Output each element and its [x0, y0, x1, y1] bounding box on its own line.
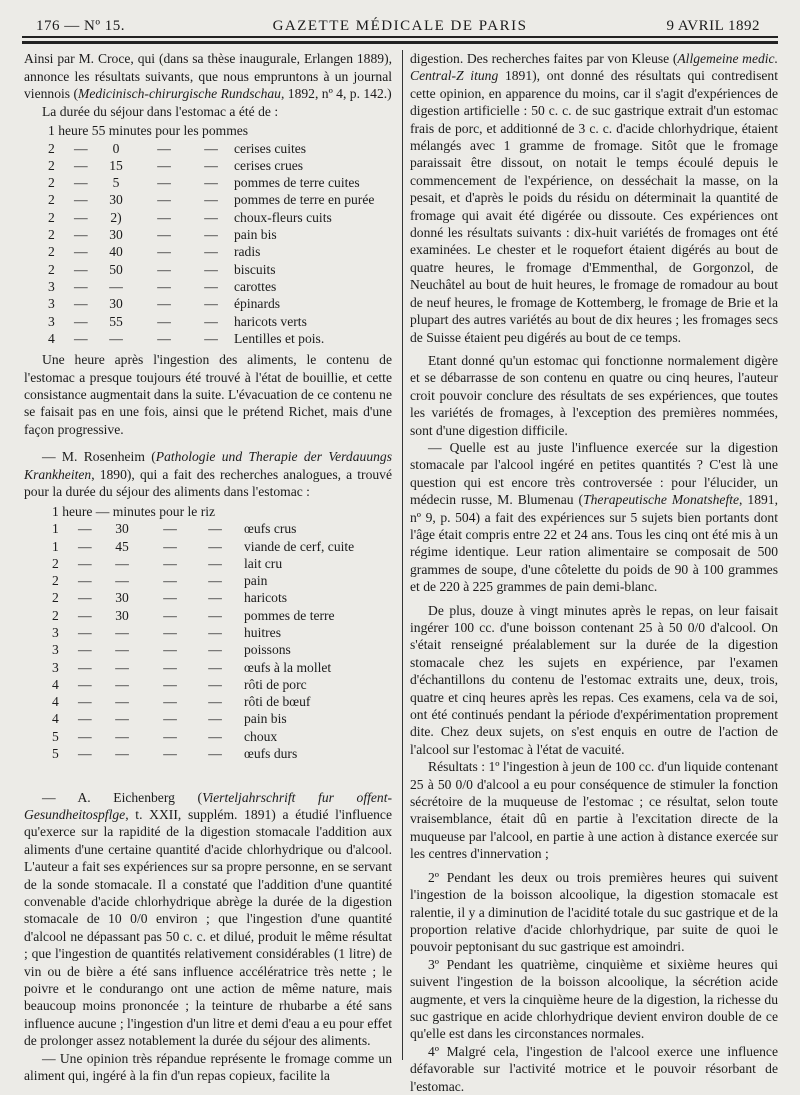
hours-cell: 5 [52, 728, 59, 744]
hours-cell: 2 [48, 175, 55, 191]
dash-cell: — [157, 261, 171, 277]
minutes-cell: 30 [115, 521, 129, 537]
dash-cell: — [74, 140, 88, 156]
minutes-cell: 55 [109, 313, 123, 329]
rosenheim-paragraph: — M. Rosenheim (Pathologie und Therapie der Verdauungs Krankheiten, 1890), qui a fait des recherches analogues, a trouvé pour la durée du séjour des aliments dans l'estomac : [24, 449, 393, 500]
food-cell: cerises cuites [234, 140, 307, 156]
dash-cell: — [163, 590, 177, 606]
dash-cell: — [204, 157, 218, 173]
food-cell: choux [244, 728, 278, 744]
dash-cell: — [74, 296, 88, 312]
minutes-cell: 15 [109, 157, 123, 173]
dash-cell: — [78, 624, 92, 640]
hours-cell: 2 [48, 209, 55, 225]
food-cell: cerises crues [234, 157, 304, 173]
dash-cell: — [208, 728, 222, 744]
dash-cell: — [78, 573, 92, 589]
dash-cell: — [157, 227, 171, 243]
digestion-table-croce [48, 122, 392, 347]
table-row [52, 693, 392, 710]
food-cell: pommes de terre [244, 607, 335, 623]
table-head: 1 heure 55 minutes pour les pommes [48, 123, 249, 139]
dash-cell: — [204, 140, 218, 156]
food-cell: pommes de terre en purée [234, 192, 375, 208]
minutes-cell: — [115, 728, 129, 744]
hours-cell: 5 [52, 746, 59, 762]
dash-cell: — [157, 209, 171, 225]
dash-cell: — [208, 555, 222, 571]
food-cell: pain [244, 573, 268, 589]
dash-cell: — [157, 157, 171, 173]
food-cell: pain bis [234, 227, 277, 243]
dash-cell: — [204, 175, 218, 191]
minutes-cell: 30 [109, 296, 123, 312]
dash-cell: — [157, 244, 171, 260]
dash-cell: — [208, 624, 222, 640]
header-rule [22, 36, 778, 38]
dash-cell: — [163, 607, 177, 623]
estomac-paragraph: Etant donné qu'un estomac qui fonctionne normalement digère et se débarrasse de son contenu en quatre ou cinq heures, l'auteur croit pouvoir conclure des résultats de ses expériences, que toutes les variétés de fromages, à l'exception des premières nommées, sont d'une digestion difficile. [410, 352, 778, 438]
table-row [48, 278, 392, 295]
hours-cell: 3 [52, 624, 59, 640]
heure-paragraph: Une heure après l'ingestion des aliments, le contenu de l'estomac a presque toujours été trouvé à l'état de bouillie, et cette consistance augmentait dans la suite. L'évacuation de ce contenu ne se faisait pas en une fois, ainsi que le prétend Richet, mais d'une façon progressive. [24, 352, 392, 437]
minutes-cell: — [115, 746, 129, 762]
table-row [48, 330, 392, 347]
protocol-paragraph: De plus, douze à vingt minutes après le repas, on leur faisait ingérer 100 cc. d'une boisson contenant 25 à 50 0/0 d'alcool. On s'était renseigné préalablement sur la durée de la digestion stomacale chez les sujets en expérience, par l'examen d'échantillons du contenu de l'estomac extraits une, deux, trois, quatre et cinq heures après les repas. Ces examens, cela va de soi, ont été continués pendant la période d'expérimentation proprement dite. Chez deux sujets, on s'est enquis en outre de l'action de l'alcool sur l'estomac à l'état de vacuité. [410, 602, 778, 757]
header-rule-thick [22, 41, 778, 44]
minutes-cell: — [115, 555, 129, 571]
minutes-cell: — [109, 278, 123, 294]
hours-cell: 2 [52, 590, 59, 606]
page-number: 176 — Nº 15. [36, 18, 125, 34]
minutes-cell: 40 [109, 244, 123, 260]
minutes-cell: 30 [115, 607, 129, 623]
dash-cell: — [208, 573, 222, 589]
minutes-cell: — [115, 642, 129, 658]
table-row [48, 243, 392, 260]
dash-cell: — [78, 590, 92, 606]
page-header [22, 12, 778, 36]
table-row [52, 641, 392, 658]
minutes-cell: 30 [109, 192, 123, 208]
table-row [48, 261, 392, 278]
hours-cell: 2 [48, 227, 55, 243]
dash-cell: — [204, 244, 218, 260]
table-row [48, 157, 392, 174]
dash-cell: — [157, 175, 171, 191]
blumenau-paragraph: — Quelle est au juste l'influence exercée sur la digestion stomacale par l'alcool ingéré en petites quantités ? C'est là une question qui est encore très controversée : pour l'élucider, un médecin russe, M. Blumenau (Therapeutische Monatshefte, 1891, nº 9, p. 504) a fait des expériences sur 5 sujets bien portants dont l'âge était compris entre 22 et 24 ans. Tous les cinq ont été mis à un régime identique. Leur ration alimentaire se composait de 500 grammes de soupe, d'une côtelette du poids de 90 à 100 grammes et de 220 à 225 grammes de pain demi-blanc. [410, 439, 778, 595]
dash-cell: — [157, 313, 171, 329]
table-row [48, 226, 392, 243]
minutes-cell: 50 [109, 261, 123, 277]
dash-cell: — [208, 607, 222, 623]
food-cell: huitres [244, 624, 281, 640]
table-row [52, 520, 392, 537]
table-row [52, 590, 392, 607]
minutes-cell: 30 [109, 227, 123, 243]
hours-cell: 4 [52, 694, 59, 710]
kleuse-paragraph: digestion. Des recherches faites par von Kleuse (Allgemeine medic. Central-Z itung 1891), ont donné des résultats qui contredisent cette opinion, en apparence du moins, car il s'agit d'expériences de digestion artificielle : 50 c. c. de suc gastrique extrait d'un estomac frais de porc, et additionné de 3 c. c. d'acide chlorhydrique, étaient mélangés avec 1 gramme de fromage. Sitôt que le fromage paraissait être dissout, on notait le temps écoulé depuis le commencement de l'expérience, on desséchait la masse, on la pesait, et d'après le poids du résidu on déterminait la quantité de fromage qui avait été digérée ou dissoute. Ces expériences ont donné les résultats suivants : dix-huit variétés de fromages ont été examinées. Le chester et le roquefort étaient digérés au bout de quatre heures, le fromage d'Emmenthal, de Gorgonzol, de Neuchâtel au bout de huit heures, le fromage de romadour au bout de neuf heures, le fromage de Kottemberg, le fromage de Brie et la plupart des autres variétés au bout de dix heures ; les fromages secs de Suisse étaient peu digérés au bout de ce temps. [410, 51, 778, 345]
left-column [24, 50, 392, 1084]
dash-cell: — [163, 642, 177, 658]
hours-cell: 2 [52, 573, 59, 589]
table-row [52, 728, 392, 745]
dash-cell: — [78, 607, 92, 623]
right-column [410, 50, 778, 1095]
dash-cell: — [78, 521, 92, 537]
dash-cell: — [157, 140, 171, 156]
dash-cell: — [163, 521, 177, 537]
dash-cell: — [74, 244, 88, 260]
table-row [52, 607, 392, 624]
minutes-cell: 45 [115, 538, 129, 554]
hours-cell: 2 [48, 157, 55, 173]
resultats-paragraph: Résultats : 1º l'ingestion à jeun de 100 cc. d'un liquide contenant 25 à 50 0/0 d'alcool a eu pour conséquence de stimuler la fonction sécrétoire de la muqueuse de l'estomac ; ce résultat, selon toute vraisemblance, était dû en partie à l'excitation directe de la muqueuse par l'alcool, en partie à une action à distance exercée sur les centres d'innervation ; [410, 759, 778, 862]
dash-cell: — [74, 227, 88, 243]
dash-cell: — [78, 728, 92, 744]
dash-cell: — [78, 676, 92, 692]
hours-cell: 3 [52, 642, 59, 658]
food-cell: Lentilles et pois. [234, 330, 325, 346]
dash-cell: — [204, 330, 218, 346]
food-cell: radis [234, 244, 261, 260]
croce-paragraph: Ainsi par M. Croce, qui (dans sa thèse inaugurale, Erlangen 1889), annonce les résultats suivants, que nous empruntons à un journal viennois (Medicinisch-chirurgische Rundschau, 1892, nº 4, p. 142.) [24, 51, 392, 102]
dash-cell: — [78, 694, 92, 710]
minutes-cell: 2) [110, 209, 122, 225]
food-cell: œufs durs [244, 746, 298, 762]
food-cell: rôti de porc [244, 676, 307, 692]
dash-cell: — [78, 746, 92, 762]
minutes-cell: — [115, 659, 129, 675]
hours-cell: 3 [48, 296, 55, 312]
dash-cell: — [157, 192, 171, 208]
table-row [48, 209, 392, 226]
table-row [52, 555, 392, 572]
dash-cell: — [163, 624, 177, 640]
result-3-paragraph: 3º Pendant les quatrième, cinquième et sixième heures qui suivent l'ingestion de la boisson alcoolique, la sécrétion acide augmente, et vers la cinquième heure de la digestion, la richesse du suc gastrique en acide chlorhydrique devient environ double de ce qu'elle est dans les circonstances normales. [410, 956, 778, 1042]
hours-cell: 2 [52, 607, 59, 623]
hours-cell: 2 [52, 555, 59, 571]
dash-cell: — [74, 209, 88, 225]
dash-cell: — [208, 676, 222, 692]
food-cell: haricots verts [234, 313, 307, 329]
dash-cell: — [163, 555, 177, 571]
food-cell: lait cru [244, 555, 283, 571]
dash-cell: — [208, 694, 222, 710]
dash-cell: — [163, 659, 177, 675]
table-row [48, 174, 392, 191]
table-row [48, 295, 392, 312]
dash-cell: — [163, 746, 177, 762]
food-cell: biscuits [234, 261, 276, 277]
hours-cell: 3 [48, 278, 55, 294]
dash-cell: — [208, 538, 222, 554]
dash-cell: — [74, 330, 88, 346]
dash-cell: — [78, 642, 92, 658]
hours-cell: 2 [48, 244, 55, 260]
hours-cell: 1 [52, 538, 59, 554]
minutes-cell: — [109, 330, 123, 346]
minutes-cell: — [115, 676, 129, 692]
table-row [48, 313, 392, 330]
dash-cell: — [204, 296, 218, 312]
food-cell: œufs à la mollet [244, 659, 332, 675]
food-cell: pain bis [244, 711, 287, 727]
result-2-paragraph: 2º Pendant les deux ou trois premières heures qui suivent l'ingestion de la boisson alcoolique, la digestion stomacale est ralentie, il y a diminution de l'acidité totale du suc gastrique et de la proportion relative d'acide chlorhydrique, par suite de quoi le pouvoir peptonisant du suc gastrique est amoindri. [410, 869, 778, 955]
dash-cell: — [78, 555, 92, 571]
dash-cell: — [157, 296, 171, 312]
hours-cell: 2 [48, 261, 55, 277]
duree-title: La durée du séjour dans l'estomac a été de : [42, 103, 279, 119]
dash-cell: — [74, 175, 88, 191]
dash-cell: — [204, 192, 218, 208]
dash-cell: — [204, 227, 218, 243]
dash-cell: — [163, 538, 177, 554]
minutes-cell: — [115, 694, 129, 710]
table-row [52, 711, 392, 728]
dash-cell: — [204, 278, 218, 294]
hours-cell: 1 [52, 521, 59, 537]
dash-cell: — [74, 278, 88, 294]
hours-cell: 4 [52, 711, 59, 727]
dash-cell: — [163, 676, 177, 692]
issue-date: 9 AVRIL 1892 [666, 18, 760, 34]
dash-cell: — [78, 711, 92, 727]
table-row [52, 538, 392, 555]
food-cell: poissons [244, 642, 291, 658]
hours-cell: 2 [48, 192, 55, 208]
minutes-cell: — [115, 573, 129, 589]
result-4-paragraph: 4º Malgré cela, l'ingestion de l'alcool exerce une influence défavorable sur l'activité motrice et le pouvoir résorbant de l'estomac. [410, 1043, 778, 1094]
dash-cell: — [157, 278, 171, 294]
table-row [52, 745, 392, 762]
minutes-cell: — [115, 711, 129, 727]
dash-cell: — [204, 313, 218, 329]
dash-cell: — [74, 157, 88, 173]
journal-title: GAZETTE MÉDICALE DE PARIS [272, 18, 528, 34]
hours-cell: 4 [52, 676, 59, 692]
digestion-table-rosenheim [52, 503, 392, 762]
food-cell: épinards [234, 296, 281, 312]
hours-cell: 3 [52, 659, 59, 675]
food-cell: carottes [234, 278, 277, 294]
dash-cell: — [204, 209, 218, 225]
fromage-opinion-paragraph: — Une opinion très répandue représente le fromage comme un aliment qui, ingéré à la fin d'un repas copieux, facilite la [24, 1050, 392, 1083]
dash-cell: — [74, 313, 88, 329]
dash-cell: — [163, 694, 177, 710]
minutes-cell: 0 [112, 140, 120, 156]
food-cell: pommes de terre cuites [234, 175, 360, 191]
food-cell: choux-fleurs cuits [234, 209, 332, 225]
table-row [48, 192, 392, 209]
hours-cell: 2 [48, 140, 55, 156]
dash-cell: — [163, 573, 177, 589]
dash-cell: — [163, 728, 177, 744]
dash-cell: — [157, 330, 171, 346]
dash-cell: — [204, 261, 218, 277]
table-row [52, 572, 392, 589]
hours-cell: 3 [48, 313, 55, 329]
table-row [48, 140, 392, 157]
dash-cell: — [74, 192, 88, 208]
dash-cell: — [78, 538, 92, 554]
dash-cell: — [74, 261, 88, 277]
dash-cell: — [208, 521, 222, 537]
minutes-cell: — [115, 624, 129, 640]
column-divider [402, 50, 403, 1060]
dash-cell: — [208, 711, 222, 727]
dash-cell: — [208, 590, 222, 606]
table-head: 1 heure — minutes pour le riz [52, 504, 216, 520]
dash-cell: — [163, 711, 177, 727]
food-cell: haricots [244, 590, 288, 606]
dash-cell: — [78, 659, 92, 675]
eichenberg-paragraph: — A. Eichenberg (Vierteljahrschrift fur offent-Gesundheitospflge, t. XXII, supplém. 1891) a étudié l'influence qu'exerce sur la rapidité de la digestion stomacale l'addition aux aliments d'une certaine quantité d'acide chlorhydrique ou d'alcool. L'auteur a fait ses expériences sur sa propre personne, en se servant de la sonde stomacale. Il a constaté que l'addition d'une quantité convenable d'acide chlorhydrique abrège la durée de la digestion stomacale de 10 0/0 environ ; que l'ingestion d'une quantité d'alcool ne dépassant pas 50 c. c. et dilué, produit le même résultat ; que l'ingestion de quantités relativement considérables (1 litre) de vin ou de bière a été sans influence accélératrice très nette ; le poivre et le condurango ont une action de même nature, mais beaucoup moins prononcée ; la teinture de rhubarbe a été sans influence aucune ; l'ingestion d'un litre et demi d'eau a eu pour effet de prolonger assez notablement la durée du séjour des aliments. [24, 789, 393, 1049]
minutes-cell: 5 [112, 175, 120, 191]
dash-cell: — [208, 746, 222, 762]
dash-cell: — [208, 659, 222, 675]
dash-cell: — [208, 642, 222, 658]
hours-cell: 4 [48, 330, 55, 346]
table-row [52, 659, 392, 676]
food-cell: rôti de bœuf [244, 694, 311, 710]
table-row [52, 624, 392, 641]
table-row [52, 676, 392, 693]
food-cell: œufs crus [244, 521, 297, 537]
minutes-cell: 30 [115, 590, 129, 606]
food-cell: viande de cerf, cuite [244, 538, 355, 554]
